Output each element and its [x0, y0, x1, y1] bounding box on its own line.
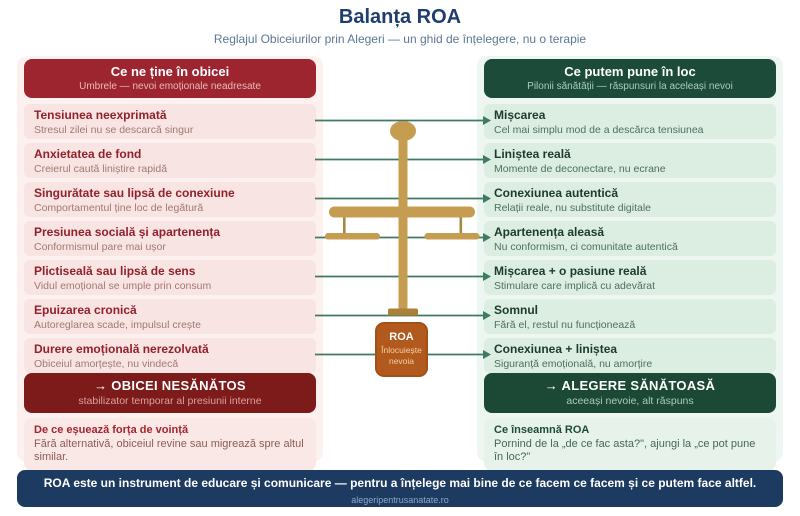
right-panel-title: Ce putem pune în loc	[564, 64, 696, 79]
alternative-item	[484, 104, 776, 139]
habit-item	[24, 104, 316, 139]
habit-item-title: Durere emoțională nerezolvată	[34, 342, 209, 356]
outcome-title: → ALEGERE SĂNĂTOASĂ	[544, 378, 716, 393]
alternative-item	[484, 143, 776, 178]
alternative-item	[484, 338, 776, 373]
note-body: Fără alternativă, obiceiul revine sau migrează spre altul similar.	[34, 438, 304, 463]
alternative-item-subtitle: Fără el, restul nu funcționează	[494, 319, 636, 331]
alternative-item-subtitle: Relații reale, nu substitute digitale	[494, 202, 652, 214]
alternative-item-title: Liniștea reală	[494, 147, 571, 161]
healthy-choice-outcome-banner	[484, 373, 776, 413]
habit-item-subtitle: Autoreglarea scade, impulsul crește	[34, 319, 201, 331]
alternative-item-title: Conexiunea + liniștea	[494, 342, 618, 356]
roa-meaning-note	[484, 418, 776, 471]
unhealthy-habit-outcome-banner	[24, 373, 316, 413]
roa-badge	[375, 322, 428, 377]
habit-item-title: Tensiunea neexprimată	[34, 108, 167, 122]
outcome-title: → OBICEI NESĂNĂTOS	[94, 378, 246, 393]
alternative-item	[484, 299, 776, 334]
note-body: Pornind de la „de ce fac asta?", ajungi la „ce pot pune în loc?"	[494, 438, 756, 463]
habit-item-title: Singurătate sau lipsă de conexiune	[34, 186, 235, 200]
page-title: Balanța ROA	[338, 6, 462, 28]
habit-item	[24, 182, 316, 217]
left-items-list	[24, 104, 316, 373]
alternative-item-subtitle: Siguranță emoțională, nu amorțire	[494, 358, 653, 370]
alternative-item-title: Conexiunea autentică	[494, 186, 619, 200]
habit-item-title: Plictiseală sau lipsă de sens	[34, 264, 196, 278]
roa-badge-label: ROA	[389, 331, 414, 343]
right-items-list	[484, 104, 776, 373]
habit-item	[24, 143, 316, 178]
alternative-item	[484, 221, 776, 256]
willpower-note	[24, 418, 316, 471]
habit-item	[24, 299, 316, 334]
footer-bar	[17, 470, 783, 507]
alternative-item-title: Mișcarea	[494, 108, 546, 122]
habit-item	[24, 221, 316, 256]
alternative-item	[484, 182, 776, 217]
footer-text: ROA este un instrument de educare și comunicare — pentru a înțelege mai bine de ce facem ce facem și ce putem face altfel.	[43, 476, 757, 490]
habit-item-subtitle: Vidul emoțional se umple prin consum	[34, 280, 212, 292]
left-panel-habits	[17, 56, 323, 462]
note-title: Ce înseamnă ROA	[494, 424, 590, 436]
habit-item-title: Epuizarea cronică	[34, 303, 137, 317]
right-panel-subtitle: Pilonii sănătății — răspunsuri la aceleași nevoi	[527, 81, 733, 92]
alternative-item-subtitle: Cel mai simplu mod de a descărca tensiunea	[494, 124, 704, 136]
page-subtitle: Reglajul Obiceiurilor prin Alegeri — un ghid de înțelegere, nu o terapie	[213, 32, 587, 46]
habit-item	[24, 260, 316, 295]
outcome-subtitle: stabilizator temporar al presiunii interne	[78, 395, 262, 407]
habit-item-subtitle: Creierul caută liniștire rapidă	[34, 163, 168, 175]
outcome-subtitle: aceeași nevoie, alt răspuns	[566, 395, 694, 407]
habit-item-title: Presiunea socială și apartenența	[34, 225, 221, 239]
habit-item-subtitle: Conformismul pare mai ușor	[34, 241, 166, 253]
alternative-item-title: Somnul	[494, 303, 538, 317]
alternative-item	[484, 260, 776, 295]
footer-website-link[interactable]: alegeripentrusanatate.ro	[351, 495, 449, 505]
roa-badge-subtitle: Înlocuiește nevoia	[381, 345, 422, 367]
balance-scale-icon	[325, 121, 480, 316]
alternative-item-title: Apartenența aleasă	[494, 225, 605, 239]
right-panel-alternatives	[477, 56, 783, 462]
habit-item-subtitle: Obiceiul amorțește, nu vindecă	[34, 358, 179, 370]
left-panel-header	[24, 59, 316, 98]
habit-item-subtitle: Stresul zilei nu se descarcă singur	[34, 124, 194, 136]
alternative-item-subtitle: Momente de deconectare, nu ecrane	[494, 163, 666, 175]
alternative-item-title: Mișcarea + o pasiune reală	[494, 264, 647, 278]
habit-item-title: Anxietatea de fond	[34, 147, 142, 161]
alternative-item-subtitle: Nu conformism, ci comunitate autentică	[494, 241, 678, 253]
note-title: De ce eșuează forța de voință	[34, 424, 189, 436]
right-panel-header	[484, 59, 776, 98]
alternative-item-subtitle: Stimulare care implică cu adevărat	[494, 280, 656, 292]
left-panel-title: Ce ne ține în obicei	[110, 64, 230, 79]
left-panel-subtitle: Umbrele — nevoi emoționale neadresate	[79, 81, 261, 92]
habit-item	[24, 338, 316, 373]
habit-item-subtitle: Comportamentul ține loc de legătură	[34, 202, 204, 214]
